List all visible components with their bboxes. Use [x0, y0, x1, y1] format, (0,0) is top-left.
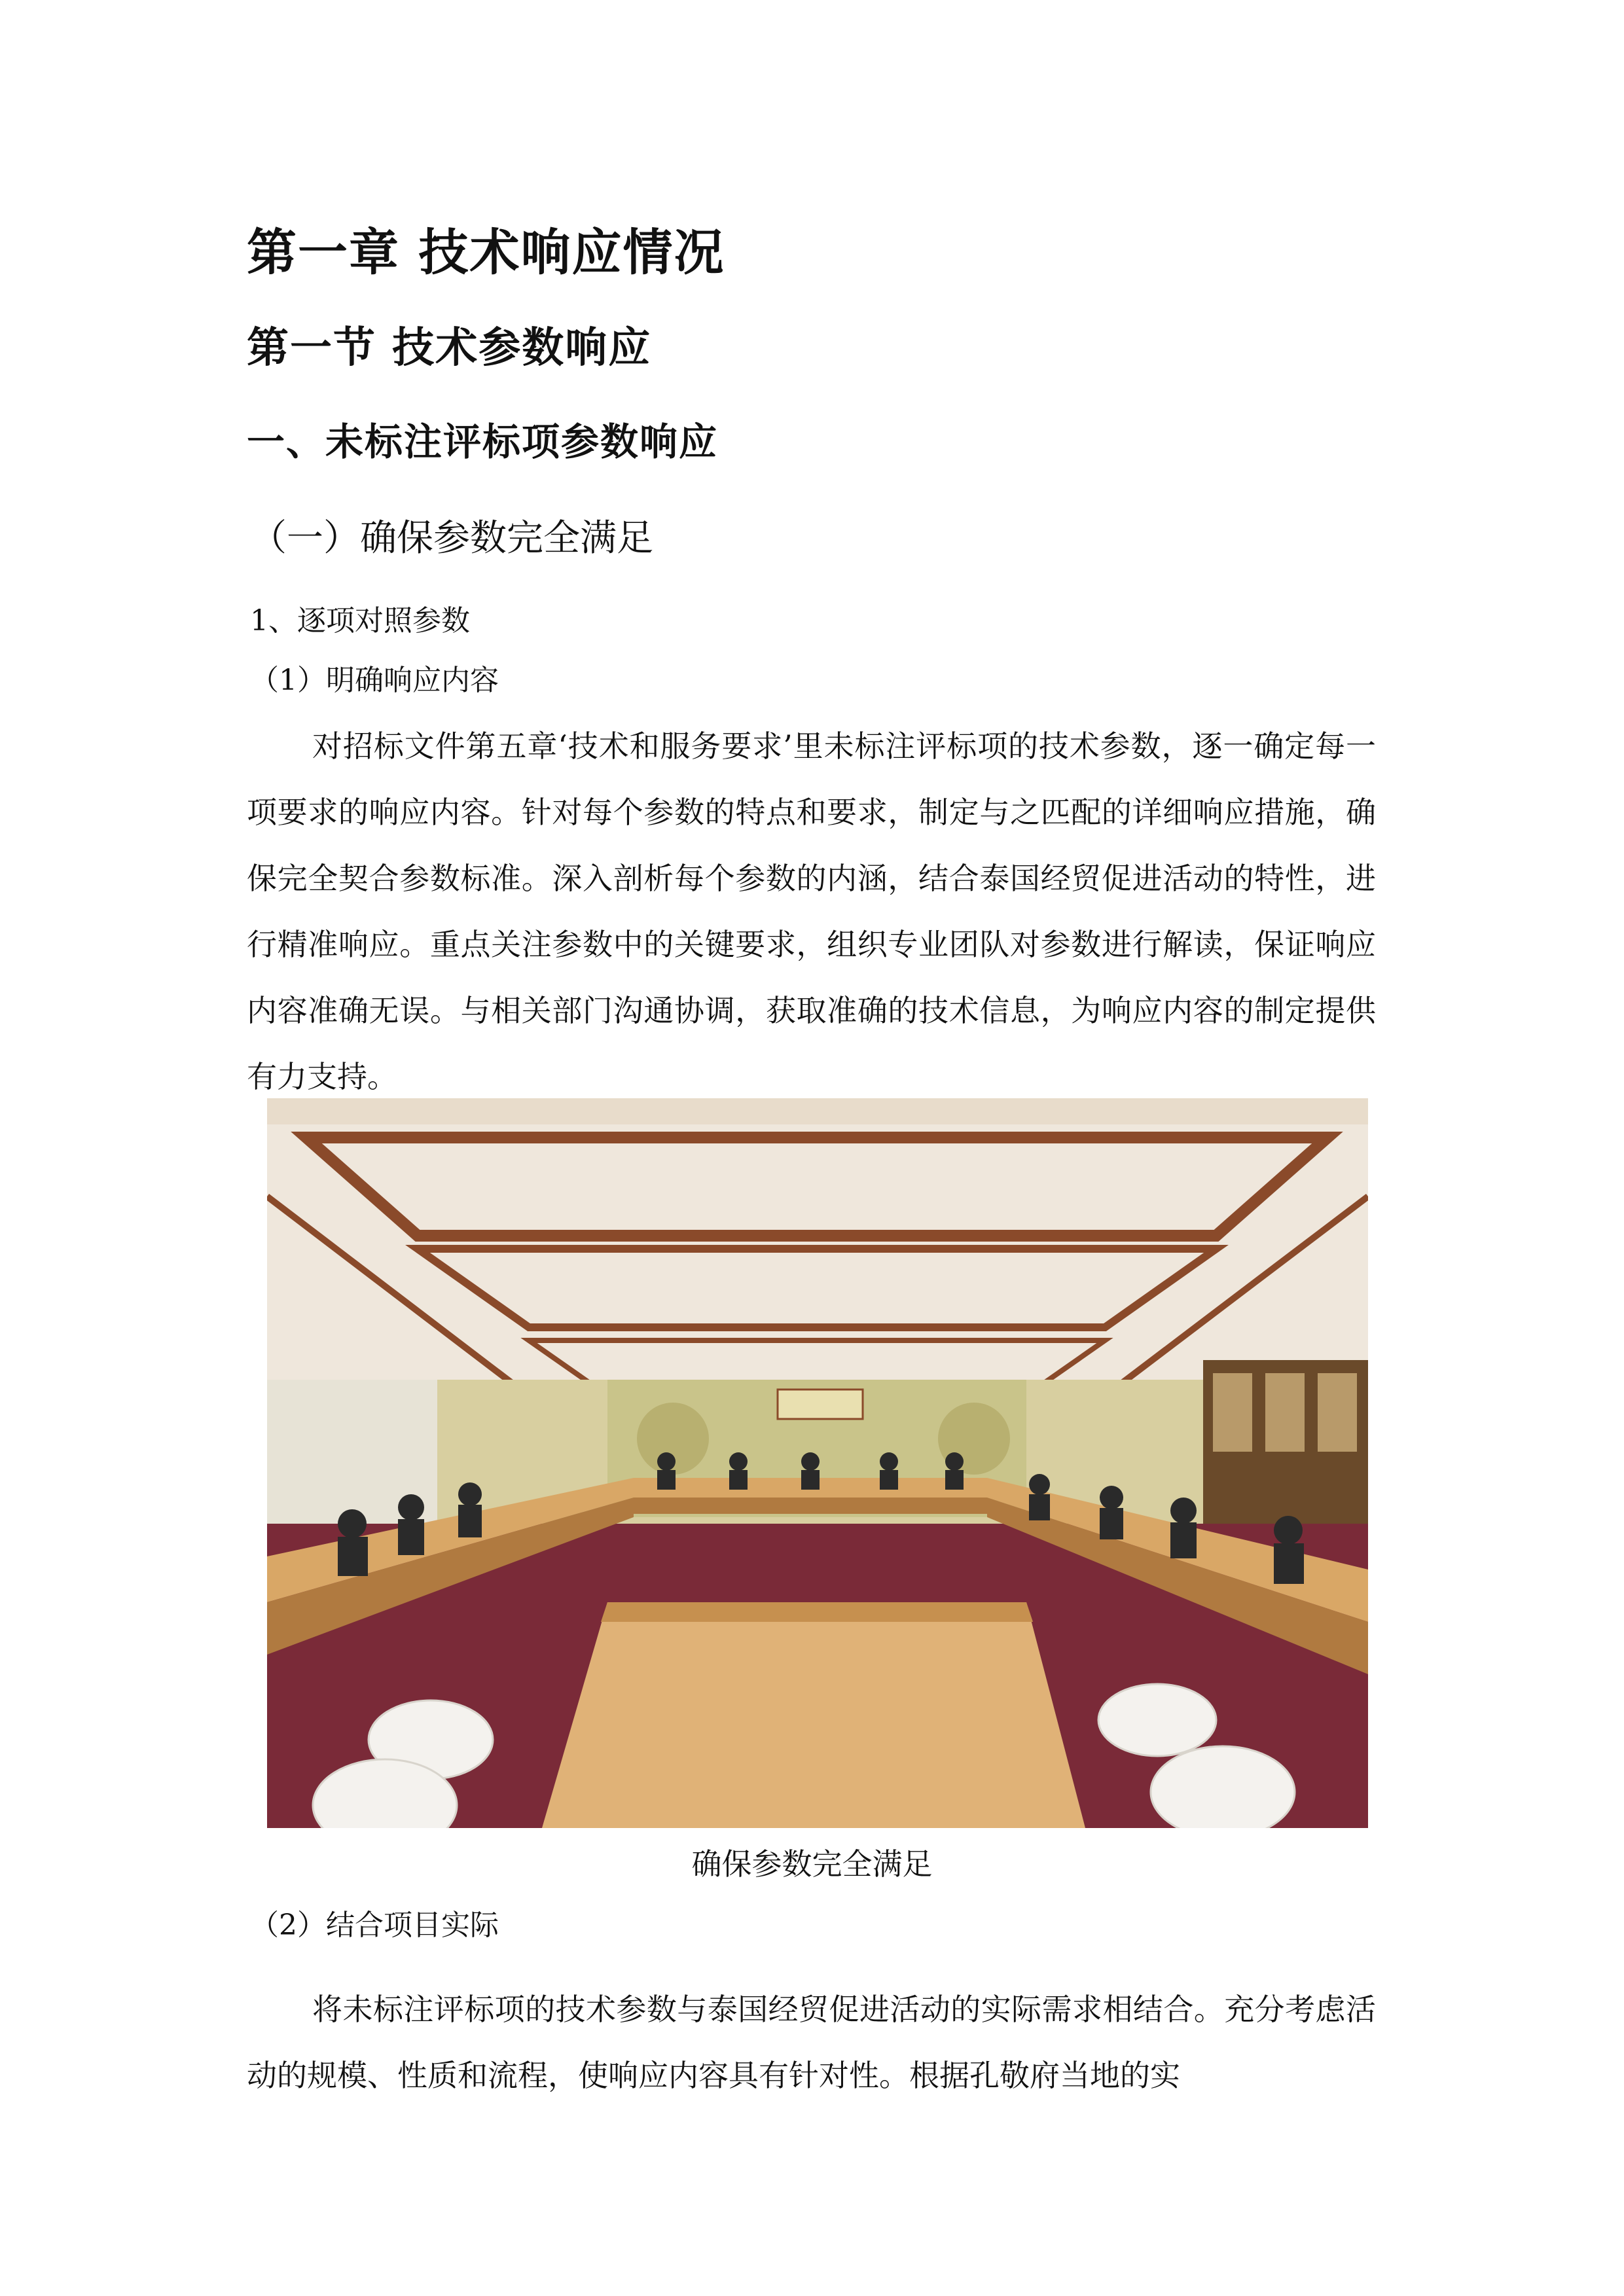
conference-room-photo: [267, 1098, 1368, 1828]
figure-caption: 确保参数完全满足: [691, 1846, 933, 1882]
item-title: 1、逐项对照参数: [250, 604, 470, 637]
conference-room-illustration: [267, 1098, 1368, 1828]
subsection-title: 一、未标注评标项参数响应: [247, 420, 719, 464]
section-title: 第一节 技术参数响应: [247, 324, 652, 372]
chapter-title: 第一章 技术响应情况: [247, 223, 725, 281]
paragraph-2: 将未标注评标项的技术参数与泰国经贸促进活动的实际需求相结合。充分考虑活动的规模、性质和流程，使响应内容具有针对性。根据孔敬府当地的实: [247, 1992, 1376, 2093]
subitem-title-1: （1）明确响应内容: [250, 664, 499, 697]
subitem-title-2: （2）结合项目实际: [250, 1909, 499, 1942]
paragraph-1: 对招标文件第五章‘技术和服务要求’里未标注评标项的技术参数，逐一确定每一项要求的响应内容。针对每个参数的特点和要求，制定与之匹配的详细响应措施，确保完全契合参数标准。深入剖析每个参数的内涵，结合泰国经贸促进活动的特性，进行精准响应。重点关注参数中的关键要求，组织专业团队对参数进行解读，保证响应内容准确无误。与相关部门沟通协调，获取准确的技术信息，为响应内容的制定提供有力支持。: [247, 728, 1376, 1094]
part-title: （一）确保参数完全满足: [250, 517, 653, 560]
